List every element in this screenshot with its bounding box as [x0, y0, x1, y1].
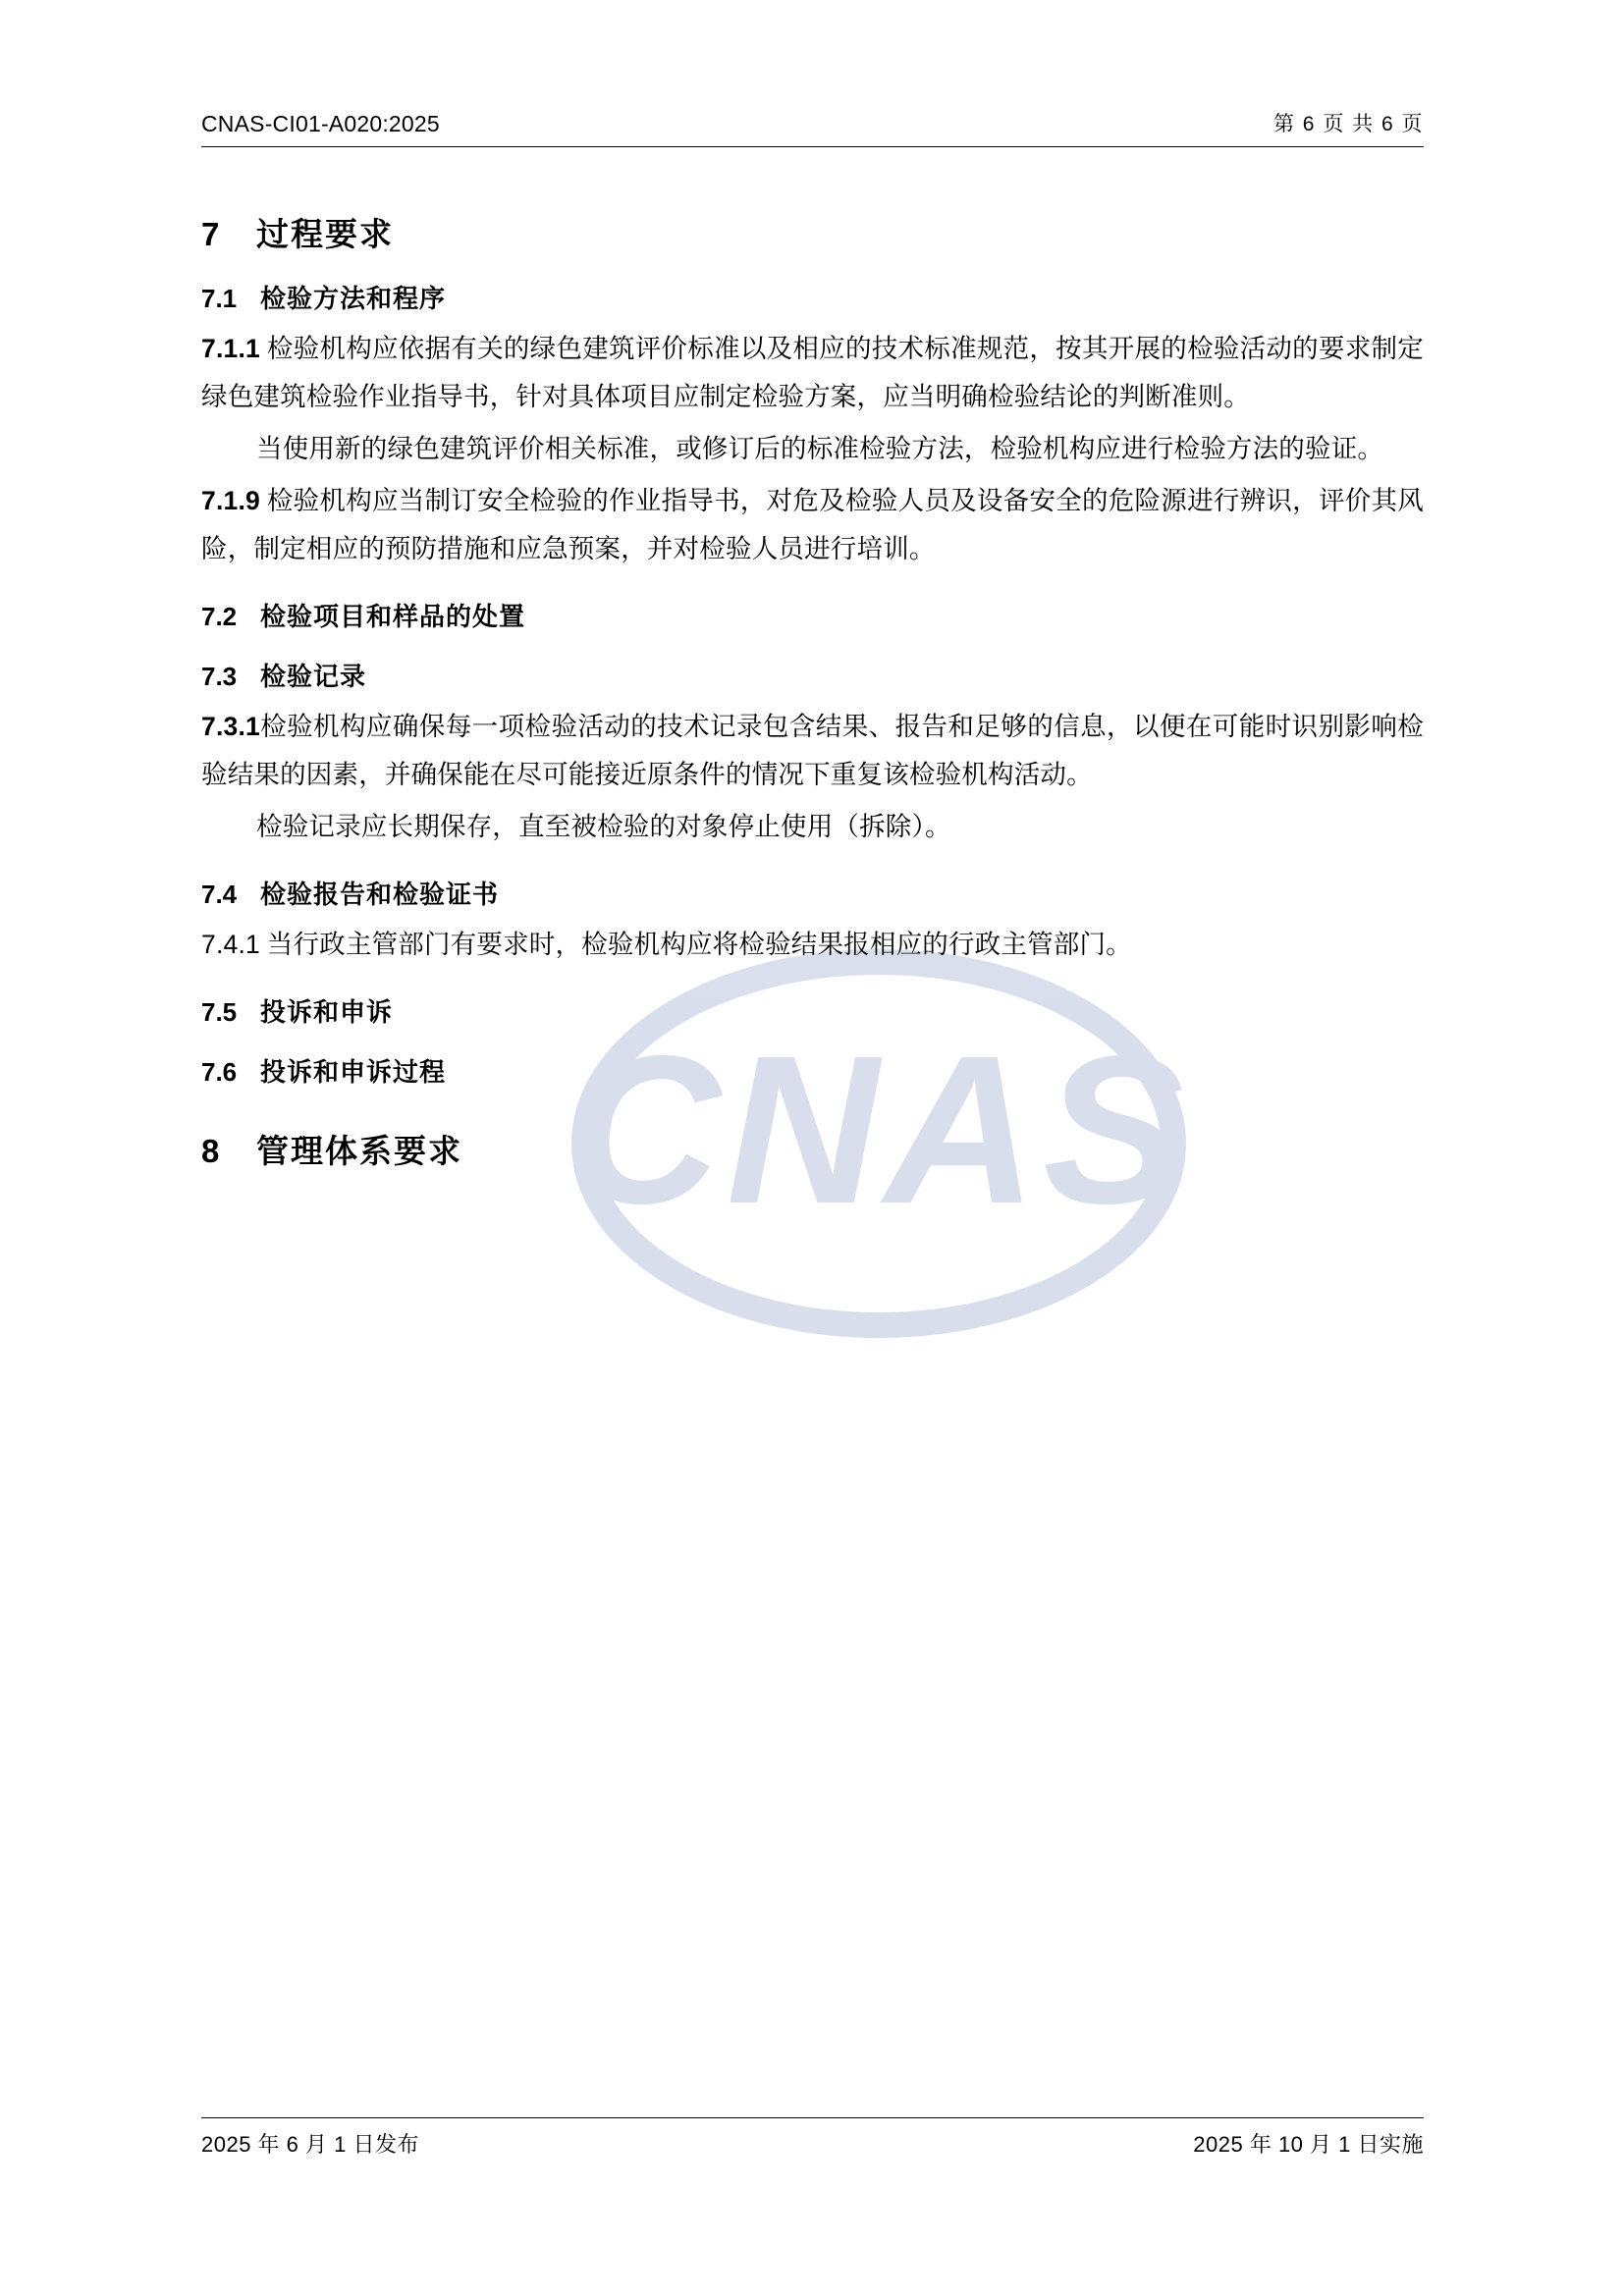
- heading-7-2: [201, 597, 1424, 633]
- paragraph-7-1-1-cont: 当使用新的绿色建筑评价相关标准，或修订后的标准检验方法，检验机构应进行检验方法的验证。: [256, 434, 1384, 463]
- footer-issue-date: 2025 年 6 月 1 日发布: [201, 2132, 419, 2157]
- paragraph-7-1-1-number: 7.1.1: [201, 334, 260, 363]
- heading-7-4: [201, 875, 1424, 911]
- paragraph-7-3-1-number: 7.3.1: [201, 712, 260, 741]
- page-footer: [201, 2117, 1424, 2159]
- paragraph-7-1-9: [201, 477, 1424, 573]
- paragraph-7-3-1: [201, 703, 1424, 799]
- heading-section-8: [201, 1126, 1424, 1172]
- page-content: [201, 0, 1424, 2296]
- heading-7-1: [201, 279, 1424, 315]
- heading-7-5-title: 投诉和申诉: [260, 997, 394, 1027]
- section-8-number: 8: [201, 1133, 220, 1169]
- heading-7-2-number: 7.2: [201, 602, 238, 631]
- heading-7-4-title: 检验报告和检验证书: [260, 880, 500, 909]
- heading-7-6-title: 投诉和申诉过程: [260, 1057, 447, 1087]
- heading-7-3-title: 检验记录: [260, 662, 367, 691]
- heading-section-7: [201, 209, 1424, 255]
- document-code: CNAS-CI01-A020:2025: [201, 111, 440, 136]
- section-7-title: 过程要求: [256, 216, 394, 252]
- heading-7-4-number: 7.4: [201, 880, 238, 909]
- paragraph-7-3-1-cont: 检验记录应长期保存，直至被检验的对象停止使用（拆除）。: [256, 812, 951, 841]
- paragraph-7-1-9-text: 检验机构应当制订安全检验的作业指导书，对危及检验人员及设备安全的危险源进行辨识，评价其风险，制定相应的预防措施和应急预案，并对检验人员进行培训。: [201, 486, 1424, 563]
- svg-text:CNAS: CNAS: [568, 1011, 1190, 1248]
- heading-7-1-number: 7.1: [201, 284, 238, 313]
- section-8-title: 管理体系要求: [256, 1133, 462, 1169]
- heading-7-5: [201, 992, 1424, 1029]
- paragraph-7-4-1-number: 7.4.1: [201, 930, 260, 959]
- footer-effective-date: 2025 年 10 月 1 日实施: [1193, 2132, 1424, 2157]
- paragraph-7-3-1-text: 检验机构应确保每一项检验活动的技术记录包含结果、报告和足够的信息，以便在可能时识别影响检验结果的因素，并确保能在尽可能接近原条件的情况下重复该检验机构活动。: [201, 712, 1424, 789]
- paragraph-7-1-1-text: 检验机构应依据有关的绿色建筑评价标准以及相应的技术标准规范，按其开展的检验活动的要求制定绿色建筑检验作业指导书，针对具体项目应制定检验方案，应当明确检验结论的判断准则。: [201, 334, 1424, 411]
- heading-7-2-title: 检验项目和样品的处置: [260, 602, 526, 631]
- heading-7-3-number: 7.3: [201, 662, 238, 691]
- heading-7-6: [201, 1052, 1424, 1089]
- paragraph-7-1-1: [201, 325, 1424, 421]
- heading-7-5-number: 7.5: [201, 997, 238, 1027]
- paragraph-7-4-1-text: 当行政主管部门有要求时，检验机构应将检验结果报相应的行政主管部门。: [266, 930, 1132, 959]
- section-7-number: 7: [201, 216, 220, 252]
- heading-7-6-number: 7.6: [201, 1057, 238, 1087]
- document-body: [201, 172, 1424, 1186]
- heading-7-3: [201, 657, 1424, 693]
- page-number: 第 6 页 共 6 页: [1272, 113, 1424, 135]
- paragraph-7-4-1: [201, 921, 1424, 969]
- page-header: [201, 108, 1424, 147]
- heading-7-1-title: 检验方法和程序: [260, 284, 447, 313]
- paragraph-7-1-9-number: 7.1.9: [201, 486, 260, 515]
